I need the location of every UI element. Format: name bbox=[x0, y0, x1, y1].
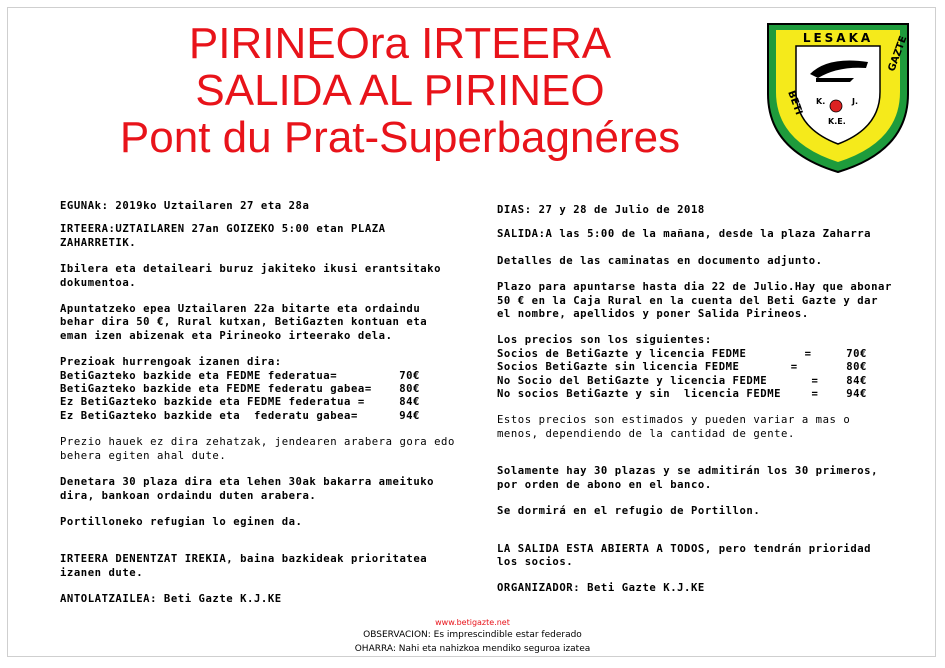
prices-es bbox=[497, 334, 867, 401]
observation-note: OBSERVACION: Es imprescindible estar federado bbox=[363, 630, 582, 640]
details-eu: Ibilera eta detaileari buruz jakiteko ikusi erantsitako dokumentoa. bbox=[60, 263, 442, 289]
logo-k: K. bbox=[816, 97, 826, 106]
prices-eu bbox=[60, 356, 420, 423]
logo-left-text: BETI bbox=[785, 89, 805, 117]
price-row-eu-4: Ez BetiGazteko bazkide eta federatu gabea= 94€ bbox=[60, 409, 420, 422]
price-row-es-2: Socios BetiGazte sin licencia FEDME = 80€ bbox=[497, 361, 867, 374]
organizer-eu: ANTOLATZAILEA: Beti Gazte K.J.KE bbox=[60, 593, 282, 606]
logo-top-text: LESAKA bbox=[802, 31, 874, 45]
spanish-column bbox=[497, 204, 892, 609]
price-row-es-1: Socios de BetiGazte y licencia FEDME = 70€ bbox=[497, 347, 867, 360]
details-es: Detalles de las caminatas en documento adjunto. bbox=[497, 254, 823, 267]
price-row-es-3: No Socio del BetiGazte y licencia FEDME = 84€ bbox=[497, 374, 867, 387]
signup-eu: Apuntatzeko epea Uztailaren 22a bitarte eta ordaindu behar dira 50 €, Rural kutxan, BetiGazten kontuan eta eman izen abizenak eta Pirineoko irteerako dela. bbox=[60, 303, 428, 342]
price-row-es-4: No socios BetiGazte y sin licencia FEDME = 94€ bbox=[497, 388, 867, 401]
title-block bbox=[40, 19, 760, 163]
places-eu: Denetara 30 plaza dira eta lehen 30ak bakarra ameituko dira, bankoan ordaindu duten arabera. bbox=[60, 476, 435, 502]
website-link[interactable]: www.betigazte.net bbox=[435, 618, 510, 627]
title-line-2: SALIDA AL PIRINEO bbox=[195, 66, 605, 115]
signup-es: Plazo para apuntarse hasta dia 22 de Julio.Hay que abonar 50 € en la Caja Rural en la cuenta del Beti Gazte y dar el nombre, apellidos y poner Salida Pirineos. bbox=[497, 281, 892, 321]
sleep-es: Se dormirá en el refugio de Portillon. bbox=[497, 505, 761, 518]
prices-header-es: Los precios son los siguientes: bbox=[497, 334, 712, 347]
basque-column bbox=[60, 200, 460, 620]
price-row-eu-2: BetiGazteko bazkide eta FEDME federatu gabea= 80€ bbox=[60, 383, 420, 396]
departure-eu: IRTEERA:UZTAILAREN 27an GOIZEKO 5:00 etan PLAZA ZAHARRETIK. bbox=[60, 223, 386, 249]
oharra-note: OHARRA: Nahi eta nahizkoa mendiko seguroa izatea bbox=[354, 644, 591, 654]
estimate-es: Estos precios son estimados y pueden variar a mas o menos, dependiendo de la cantidad de gente. bbox=[497, 414, 851, 440]
title-line-3: Pont du Prat-Superbagnéres bbox=[119, 113, 681, 162]
organizer-es: ORGANIZADOR: Beti Gazte K.J.KE bbox=[497, 582, 705, 595]
ball-icon bbox=[830, 100, 842, 112]
logo-j: J. bbox=[852, 97, 859, 106]
prices-header-eu: Prezioak hurrengoak izanen dira: bbox=[60, 356, 282, 369]
estimate-eu: Prezio hauek ez dira zehatzak, jendearen arabera gora edo behera egiten ahal dute. bbox=[60, 436, 455, 462]
dates-eu: EGUNAk: 2019ko Uztailaren 27 eta 28a bbox=[60, 200, 310, 212]
price-row-eu-3: Ez BetiGazteko bazkide eta FEDME federatua = 84€ bbox=[60, 396, 420, 409]
price-row-eu-1: BetiGazteko bazkide eta FEDME federatua= 70€ bbox=[60, 369, 420, 382]
sleep-eu: Portilloneko refugian lo eginen da. bbox=[60, 515, 303, 528]
open-eu: IRTEERA DENENTZAT IREKIA, baina bazkideak prioritatea izanen dute. bbox=[60, 553, 428, 579]
places-es: Solamente hay 30 plazas y se admitirán los 30 primeros, por orden de abono en el banco. bbox=[497, 465, 879, 491]
departure-es: SALIDA:A las 5:00 de la mañana, desde la plaza Zaharra bbox=[497, 228, 872, 241]
beti-gazte-logo bbox=[758, 16, 918, 176]
title-line-1: PIRINEOra IRTEERA bbox=[188, 19, 612, 68]
dates-es: DIAS: 27 y 28 de Julio de 2018 bbox=[497, 204, 705, 216]
logo-ke: K.E. bbox=[828, 117, 846, 126]
open-es: LA SALIDA ESTA ABIERTA A TODOS, pero tendrán prioridad los socios. bbox=[497, 542, 872, 568]
logo-right-text: GAZTE bbox=[886, 34, 910, 74]
